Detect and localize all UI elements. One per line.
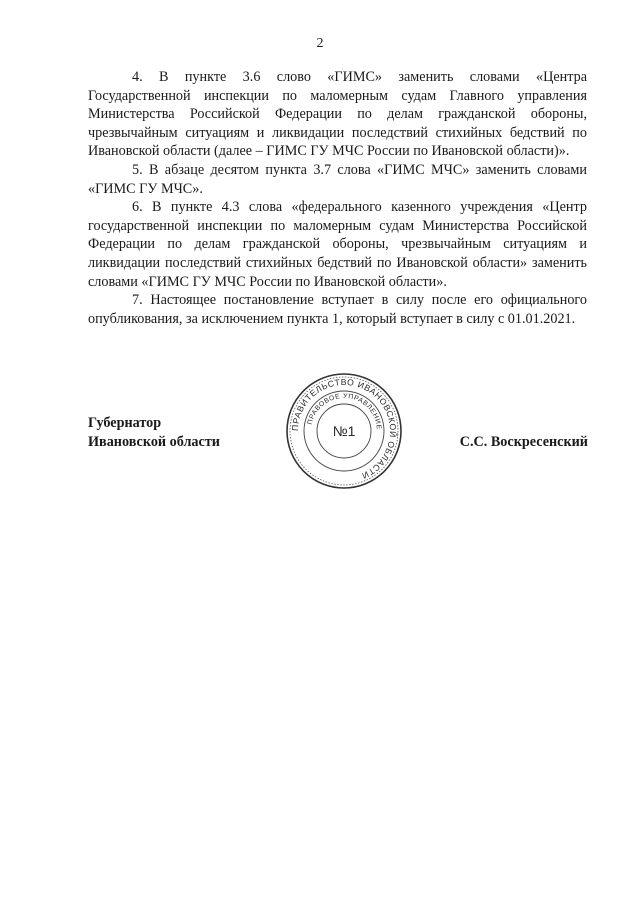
signatory-position: Губернатор <box>88 415 162 431</box>
paragraph-6: 6. В пункте 4.3 слова «федерального казенного учреждения «Центр государственной инспекции по маломерным судам Министерства Российской Федерации по делам гражданской обороны, чрезвычайным ситуациям и ликвидации последствий стихийных бедствий по Ивановской области» заменить словами «ГИМС ГУ МЧС России по Ивановской области». <box>88 199 587 290</box>
official-stamp <box>285 372 403 490</box>
signatory-name: С.С. Воскресенский <box>459 434 588 450</box>
stamp-inner-text: ПРАВОВОЕ УПРАВЛЕНИЕ <box>306 392 383 431</box>
paragraph-4: 4. В пункте 3.6 слово «ГИМС» заменить словами «Центра Государственной инспекции по маломерным судам Главного управления Министерства Российской Федерации по делам гражданской обороны, чрезвычайным ситуациям и ликвидации последствий стихийных бедствий по Ивановской области (далее – ГИМС ГУ МЧС России по Ивановской области)». <box>88 69 587 160</box>
stamp-ring-text: ПРАВИТЕЛЬСТВО ИВАНОВСКОЙ ОБЛАСТИ <box>289 376 399 482</box>
paragraph-7: 7. Настоящее постановление вступает в силу после его официального опубликования, за исключением пункта 1, который вступает в силу с 01.01.2021. <box>88 292 587 327</box>
page-number: 2 <box>316 36 324 51</box>
paragraph-5: 5. В абзаце десятом пункта 3.7 слова «ГИМС МЧС» заменить словами «ГИМС ГУ МЧС». <box>88 161 587 197</box>
signatory-region: Ивановской области <box>88 434 220 450</box>
document-body <box>88 68 587 328</box>
stamp-center-number: №1 <box>332 423 356 439</box>
stamp-seal-graphic <box>285 372 403 490</box>
signatory-title <box>88 414 220 452</box>
